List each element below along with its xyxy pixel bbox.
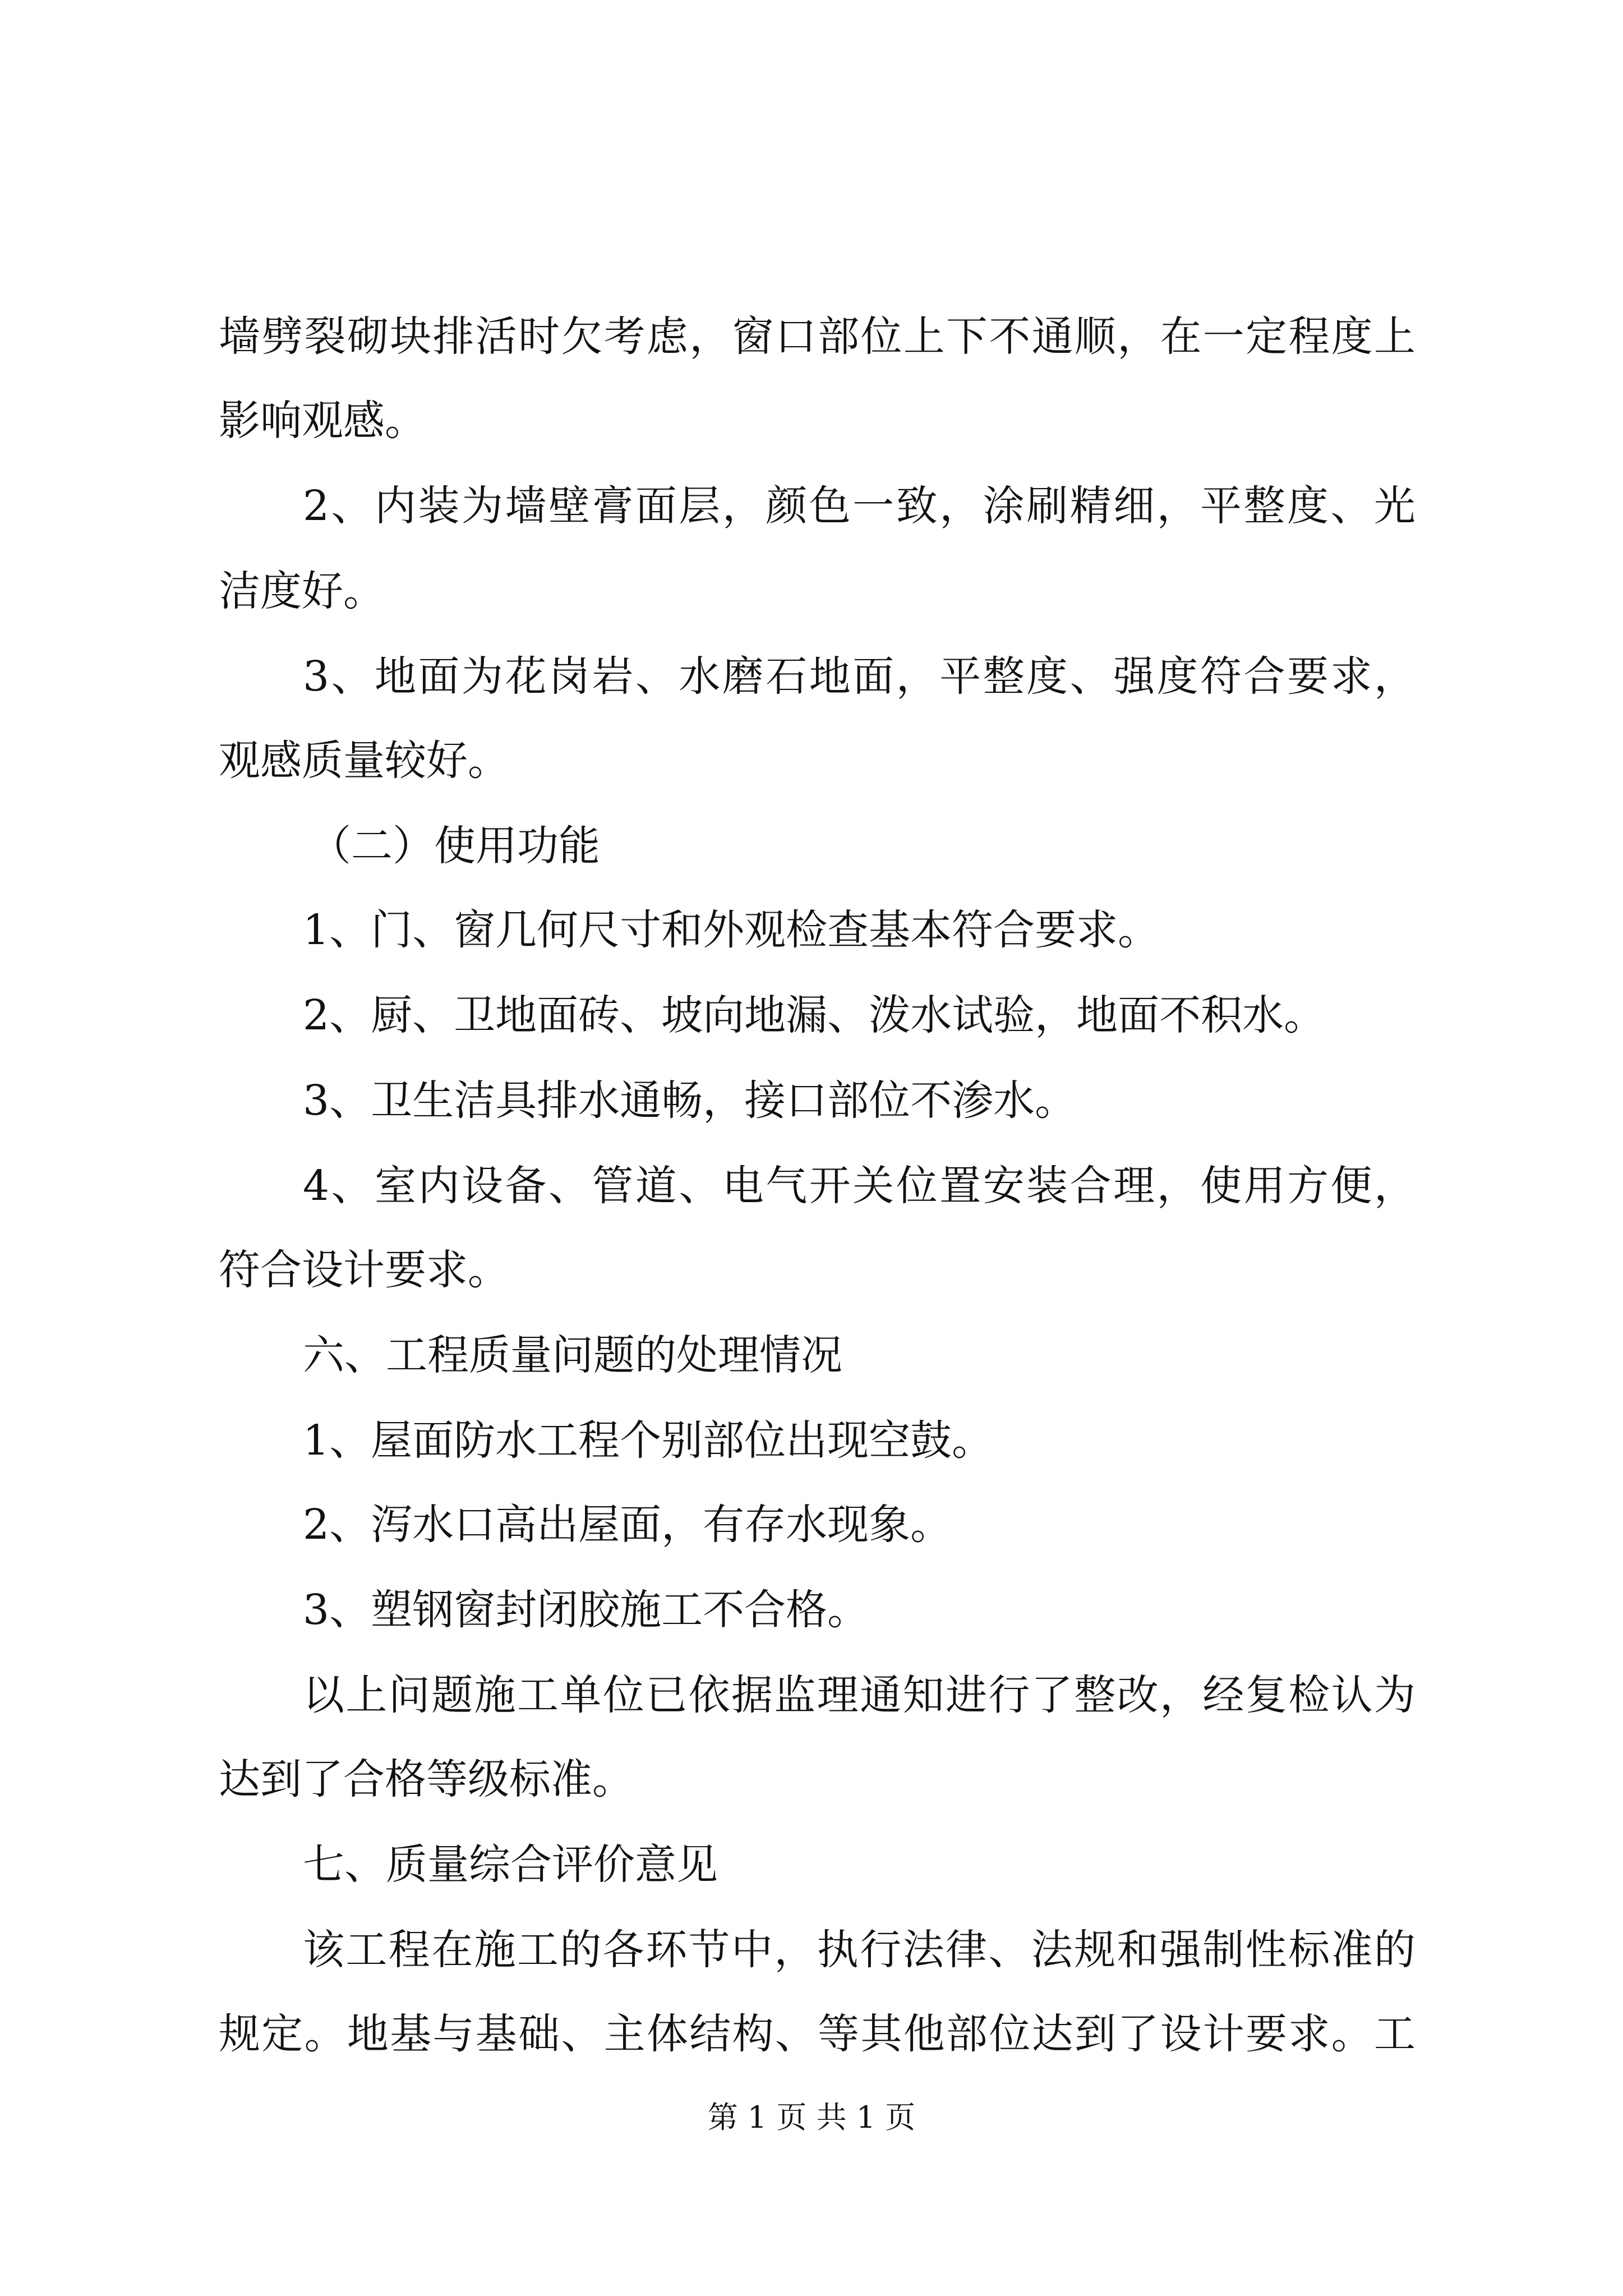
text-line: 2、泻水口高出屋面，有存水现象。: [303, 1501, 952, 1549]
section-heading: 七、质量综合评价意见: [303, 1841, 718, 1889]
text-line: 符合设计要求。: [219, 1246, 509, 1294]
text-line: 观感质量较好。: [219, 737, 509, 785]
section-heading: （二）使用功能: [310, 822, 600, 870]
text-line: 规定。地基与基础、主体结构、等其他部位达到了设计要求。工: [219, 2010, 1415, 2058]
text-line: 3、地面为花岗岩、水磨石地面，平整度、强度符合要求，: [303, 652, 1415, 701]
text-line: 洁度好。: [219, 567, 385, 615]
text-line: 达到了合格等级标准。: [219, 1755, 634, 1803]
section-heading: 六、工程质量问题的处理情况: [303, 1331, 842, 1379]
text-line: 影响观感。: [219, 397, 426, 445]
text-line: 该工程在施工的各环节中，执行法律、法规和强制性标准的: [303, 1926, 1415, 1974]
page-footer: 第 1 页 共 1 页: [707, 2100, 916, 2135]
text-line: 3、卫生洁具排水通畅，接口部位不渗水。: [303, 1076, 1077, 1125]
text-line: 1、屋面防水工程个别部位出现空鼓。: [303, 1416, 994, 1465]
text-line: 墙劈裂砌块排活时欠考虑，窗口部位上下不通顺，在一定程度上: [219, 312, 1415, 361]
text-line: 2、厨、卫地面砖、坡向地漏、泼水试验，地面不积水。: [303, 991, 1326, 1039]
text-line: 3、塑钢窗封闭胶施工不合格。: [303, 1586, 869, 1634]
text-line: 2、内装为墙壁膏面层，颜色一致，涂刷精细，平整度、光: [303, 482, 1415, 530]
text-line: 以上问题施工单位已依据监理通知进行了整改，经复检认为: [303, 1671, 1415, 1719]
text-line: 4、室内设备、管道、电气开关位置安装合理，使用方便，: [303, 1162, 1415, 1210]
text-line: 1、门、窗几何尺寸和外观检查基本符合要求。: [303, 906, 1160, 954]
